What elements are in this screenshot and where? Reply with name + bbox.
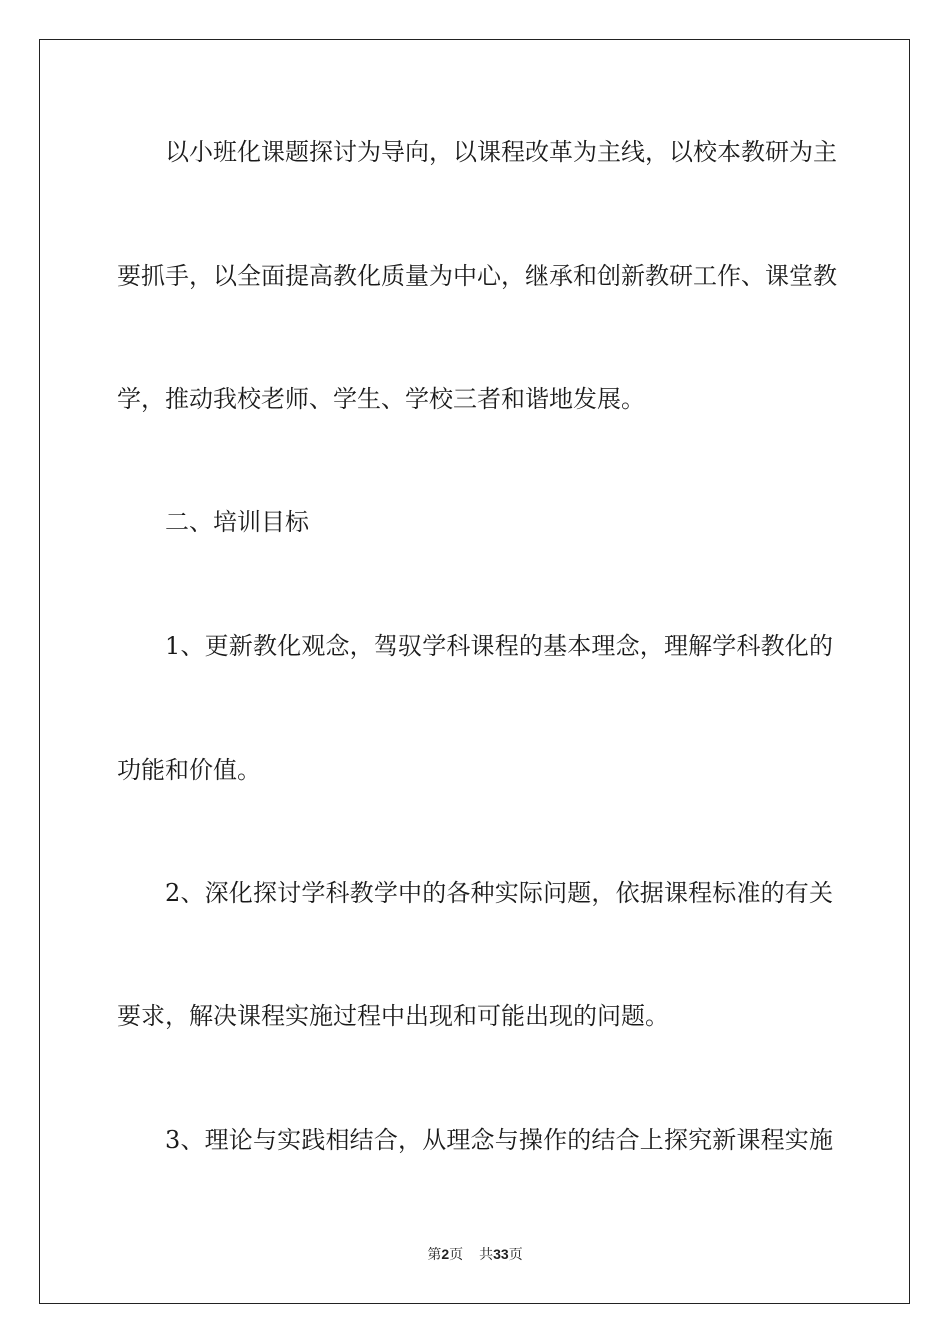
- total-prefix: 共: [479, 1247, 494, 1263]
- text-line: 3、理论与实践相结合，从理念与操作的结合上探究新课程实施: [165, 1126, 833, 1154]
- text-line: 功能和价值。: [117, 756, 261, 784]
- text-line: 要抓手，以全面提高教化质量为中心，继承和创新教研工作、课堂教: [117, 262, 837, 290]
- text-line: 2、深化探讨学科教学中的各种实际问题，依据课程标准的有关: [165, 879, 833, 907]
- text-line: 以小班化课题探讨为导向，以课程改革为主线，以校本教研为主: [165, 138, 837, 166]
- page-suffix: 页: [449, 1247, 464, 1263]
- page-footer: [0, 1244, 950, 1265]
- section-heading: 二、培训目标: [165, 508, 309, 536]
- total-suffix: 页: [508, 1247, 523, 1263]
- text-line: 要求，解决课程实施过程中出现和可能出现的问题。: [117, 1002, 669, 1030]
- total-pages: 33: [493, 1246, 509, 1262]
- text-line: 1、更新教化观念，驾驭学科课程的基本理念，理解学科教化的: [165, 632, 833, 660]
- page-number: 2: [441, 1246, 450, 1262]
- text-line: 学，推动我校老师、学生、学校三者和谐地发展。: [117, 385, 645, 413]
- page-prefix: 第: [427, 1247, 442, 1263]
- page-border: [39, 39, 910, 1304]
